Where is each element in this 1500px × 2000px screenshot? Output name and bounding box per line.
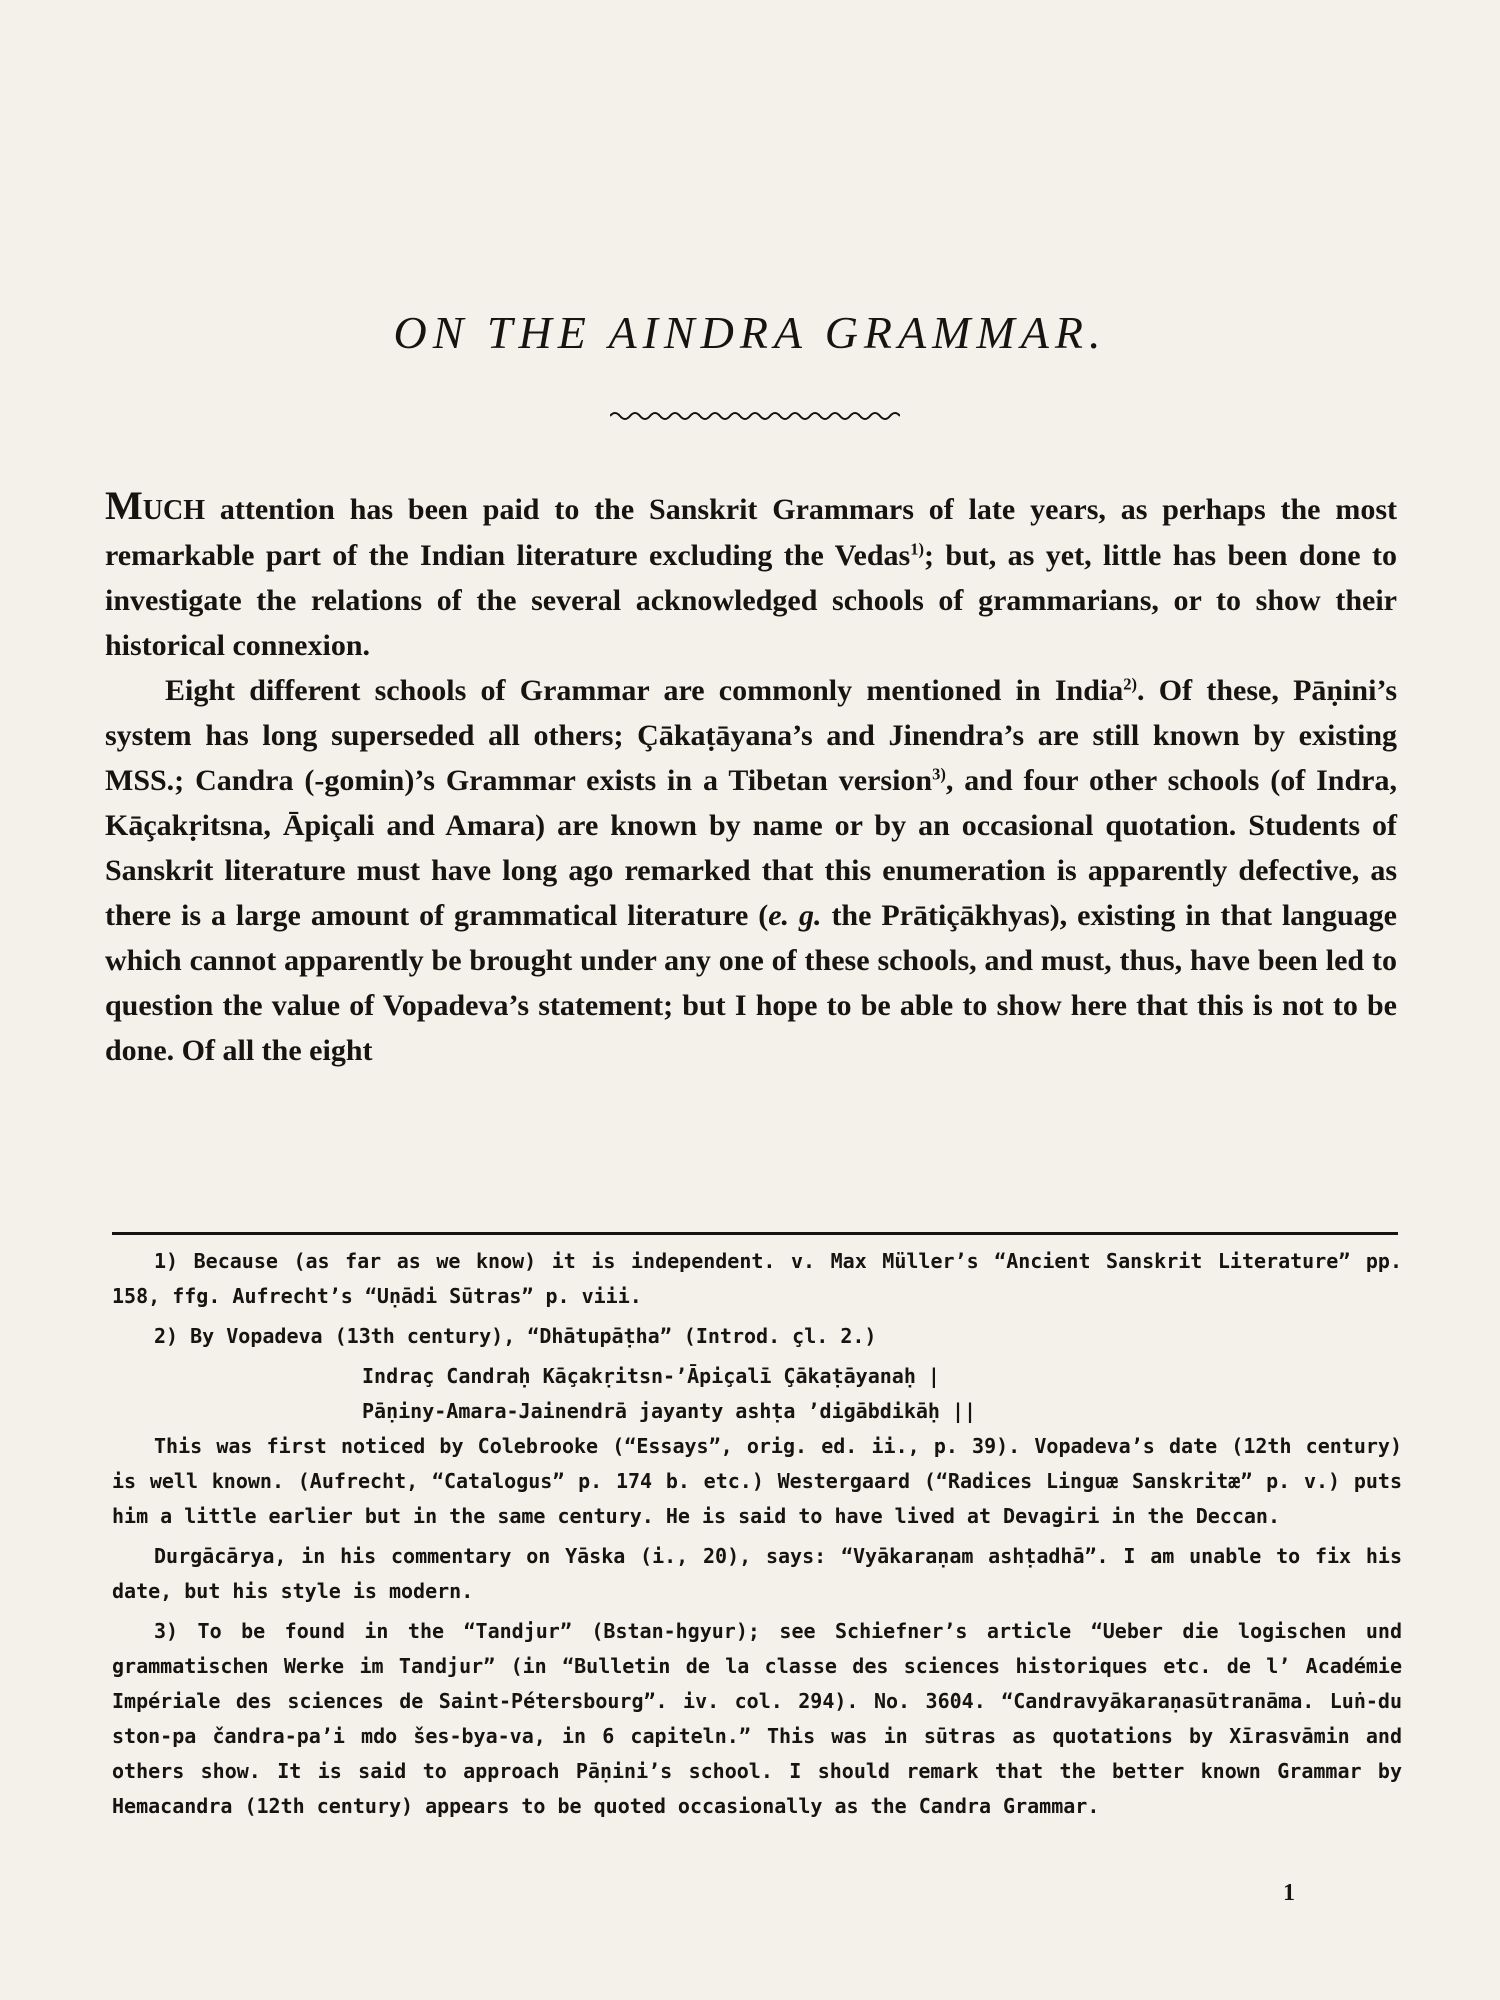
footnote-2-para-1: This was first noticed by Colebrooke (“Essays”, orig. ed. ii., p. 39). Vopadeva’s date (12th century) is well known. (Aufrecht, “Catalogus” p. 174 b. etc.) Westergaard (“Radices Linguæ Sanskritæ” p. v.) puts him a little earlier but in the same century. He is said to have lived at Devagiri in the Deccan. [112,1434,1402,1528]
paragraph-2-text-a: Eight different schools of Grammar are commonly mentioned in India [165,674,1124,707]
main-text [105,483,1397,1073]
page-title: ON THE AINDRA GRAMMAR. [393,307,1107,358]
paragraph-2-text-c: , and four other schools (of Indra, Kāçakṛitsna, Āpiçali and Amara) are known by name or by an occasional quotation. Students of Sanskrit literature must have long ago remarked that this enumeration is apparently defective, as there is a large amount of grammatical literature ( [105,764,1397,932]
title-ornament [610,408,900,424]
footnote-3: 3) To be found in the “Tandjur” (Bstan-hgyur); see Schiefner’s article “Ueber die logischen und grammatischen Werke im Tandjur” (in “Bulletin de la classe des sciences historiques etc. de l’ Académie Impériale des sciences de Saint-Pétersbourg”. iv. col. 294). No. 3604. “Candravyākaraṇasūtranāma. Luṅ-du ston-pa čandra-pa’i mdo šes-bya-va, in 6 capiteln.” This was in sūtras as quotations by Xīrasvāmin and others show. It is said to approach Pāṇini’s school. I should remark that the better known Grammar by Hemacandra (12th century) appears to be quoted occasionally as the Candra Grammar. [112,1619,1402,1818]
eg-abbrev: e. g. [768,899,822,932]
paragraph-2 [105,668,1397,1073]
page-number: 1 [1283,1880,1295,1906]
small-caps: UCH [142,495,205,526]
footnote-rule [112,1232,1398,1235]
verse-line-1: Indraç Candraḥ Kāçakṛitsn-’Āpiçalī Çākaṭāyanaḥ | [362,1364,940,1388]
footnote-1: 1) Because (as far as we know) it is independent. v. Max Müller’s “Ancient Sanskrit Literature” pp. 158, ffg. Aufrecht’s “Uṇādi Sūtras” p. viii. [112,1249,1402,1308]
paragraph-2-text-b: . Of these, Pāṇini’s system has long superseded all others; Çākaṭāyana’s and Jinendra’s are still known by existing MSS.; Candra (-gomin)’s Grammar exists in a Tibetan version [105,674,1397,797]
footnotes [112,1244,1402,1829]
footnote-ref-3: 3) [932,764,946,784]
drop-cap: M [105,483,143,528]
footnote-2: 2) By Vopadeva (13th century), “Dhātupāṭha” (Introd. çl. 2.) [154,1324,877,1348]
paragraph-1 [105,483,1397,668]
verse-line-2: Pāṇiny-Amara-Jainendrā jayanty ashṭa ’digābdikāḥ || [362,1399,977,1423]
paragraph-2-text-d: the Prātiçākhyas), existing in that language which cannot apparently be brought under any one of these schools, and must, thus, have been led to question the value of Vopadeva’s statement; but I hope to be able to show here that this is not to be done. Of all the eight [105,899,1397,1067]
footnote-2-para-2: Durgācārya, in his commentary on Yāska (i., 20), says: “Vyākaraṇam ashṭadhā”. I am unable to fix his date, but his style is modern. [112,1544,1402,1603]
paragraph-1-text-a: attention has been paid to the Sanskrit Grammars of late years, as perhaps the most remarkable part of the Indian literature excluding the Vedas [105,493,1397,572]
footnote-ref-2: 2) [1123,674,1138,694]
footnote-ref-1: 1) [910,539,924,559]
paragraph-1-text-b: ; but, as yet, little has been done to investigate the relations of the several acknowledged schools of grammarians, or to show their historical connexion. [105,539,1397,662]
